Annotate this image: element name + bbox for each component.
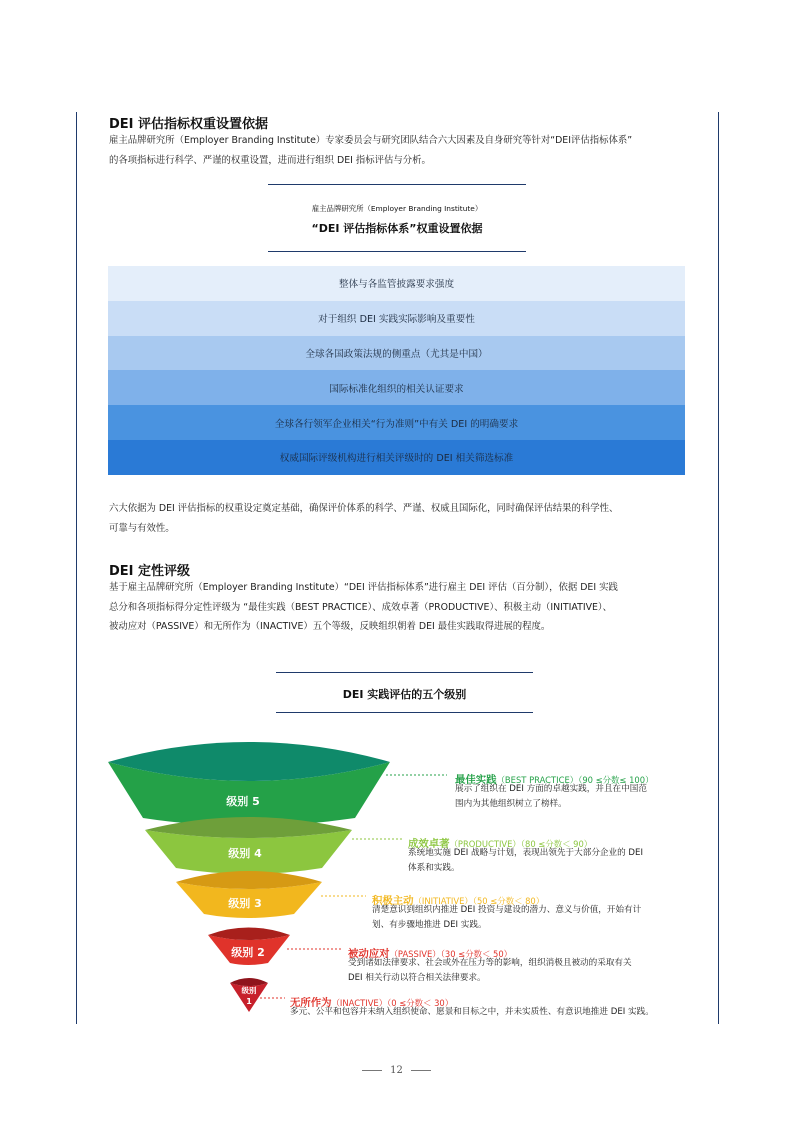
section-heading-weights: DEI 评估指标权重设置依据 bbox=[109, 117, 269, 132]
paragraph-line: 基于雇主品牌研究所（Employer Branding Institute）“DEI 评估指标体系”进行雇主 DEI 评估（百分制），依据 DEI 实践 bbox=[109, 582, 618, 593]
paragraph-line: 可靠与有效性。 bbox=[109, 522, 175, 534]
level-4-description bbox=[408, 846, 698, 875]
paragraph-line: 雇主品牌研究所（Employer Branding Institute）专家委员会与研究团队结合六大因素及自身研究等针对“DEI评估指标体系” bbox=[109, 135, 633, 146]
level-title: 被动应对 bbox=[348, 948, 390, 960]
description-line: 清楚意识到组织内推进 DEI 投资与建设的潜力、意义与价值，开始有计 bbox=[372, 905, 642, 915]
level-english: （BEST PRACTICE） bbox=[496, 775, 579, 785]
level-1-description bbox=[290, 1005, 700, 1020]
level-english: （PASSIVE） bbox=[389, 949, 441, 959]
level-title: 最佳实践 bbox=[455, 774, 497, 786]
description-line: 展示了组织在 DEI 方面的卓越实践，并且在中国范 bbox=[455, 784, 647, 794]
table-row-label: 全球各行领军企业相关“行为准则”中有关 DEI 的明确要求 bbox=[274, 418, 519, 430]
level-range: （80 ≤分数＜ 90） bbox=[520, 839, 593, 849]
paragraph-line: 总分和各项指标得分定性评级为 “最佳实践（BEST PRACTICE）、成效卓著（PRODUCTIVE）、积极主动（INITIATIVE）、 bbox=[109, 601, 612, 613]
description-line: DEI 相关行动以符合相关法律要求。 bbox=[348, 972, 486, 983]
level-3-description bbox=[372, 903, 692, 932]
level-range: （50 ≤分数＜ 80） bbox=[472, 896, 545, 906]
footer-dash-right bbox=[411, 1070, 431, 1071]
table-caption-title: “DEI 评估指标体系”权重设置依据 bbox=[311, 222, 483, 235]
funnel-level-5-label: 级别 5 bbox=[226, 795, 260, 808]
description-line: 系统地实施 DEI 战略与计划，表现出领先于大部分企业的 DEI bbox=[408, 848, 644, 858]
section-heading-rating: DEI 定性评级 bbox=[109, 564, 191, 579]
level-english: （INITIATIVE） bbox=[413, 896, 473, 906]
level-range: （90 ≤分数≤ 100） bbox=[578, 775, 654, 785]
funnel-level-2-label: 级别 2 bbox=[231, 946, 265, 959]
level-range: （30 ≤分数＜ 50） bbox=[440, 949, 513, 959]
level-english: （PRODUCTIVE） bbox=[449, 839, 521, 849]
table-row-label: 全球各国政策法规的侧重点（尤其是中国） bbox=[305, 348, 488, 360]
funnel-level-4-label: 级别 4 bbox=[228, 847, 262, 860]
funnel-level-1-label-num: 1 bbox=[246, 997, 252, 1006]
footer-dash-left bbox=[362, 1070, 382, 1071]
paragraph-line: 被动应对（PASSIVE）和无所作为（INACTIVE）五个等级，反映组织朝着 DEI 最佳实践取得进展的程度。 bbox=[109, 621, 551, 632]
page-number: 12 bbox=[390, 1065, 403, 1076]
description-line: 多元、公平和包容并未纳入组织使命、愿景和目标之中，并未实质性、有意识地推进 DEI 实践。 bbox=[290, 1007, 654, 1017]
description-line: 划、有步骤地推进 DEI 实践。 bbox=[372, 919, 487, 930]
funnel-title: DEI 实践评估的五个级别 bbox=[342, 688, 467, 701]
page-footer bbox=[0, 1065, 793, 1076]
level-range: （0 ≤分数＜ 30） bbox=[387, 998, 454, 1008]
level-title: 成效卓著 bbox=[408, 838, 450, 850]
funnel-level-1-label-top: 级别 bbox=[241, 986, 257, 995]
paragraph-line: 六大依据为 DEI 评估指标的权重设定奠定基础，确保评价体系的科学、严谨、权威且国际化，同时确保评估结果的科学性、 bbox=[109, 503, 619, 514]
table-row-label: 权威国际评级机构进行相关评级时的 DEI 相关筛选标准 bbox=[279, 453, 514, 465]
table-row-label: 对于组织 DEI 实践实际影响及重要性 bbox=[318, 314, 475, 326]
table-row-label: 国际标准化组织的相关认证要求 bbox=[329, 383, 464, 395]
description-line: 体系和实践。 bbox=[408, 862, 460, 873]
level-2-description bbox=[348, 956, 693, 985]
level-5-description bbox=[455, 782, 695, 811]
description-line: 围内为其他组织树立了榜样。 bbox=[455, 798, 567, 809]
funnel-level-3-label: 级别 3 bbox=[228, 897, 262, 910]
description-line: 受到诸如法律要求、社会或外在压力等的影响，组织消极且被动的采取有关 bbox=[348, 958, 632, 968]
table-caption-source: 雇主品牌研究所（Employer Branding Institute） bbox=[311, 204, 483, 213]
paragraph-line: 的各项指标进行科学、严谨的权重设置，进而进行组织 DEI 指标评估与分析。 bbox=[109, 154, 431, 166]
level-english: （INACTIVE） bbox=[331, 998, 388, 1008]
table-row-label: 整体与各监管披露要求强度 bbox=[338, 279, 455, 291]
level-title: 无所作为 bbox=[290, 997, 332, 1009]
level-title: 积极主动 bbox=[372, 895, 414, 907]
